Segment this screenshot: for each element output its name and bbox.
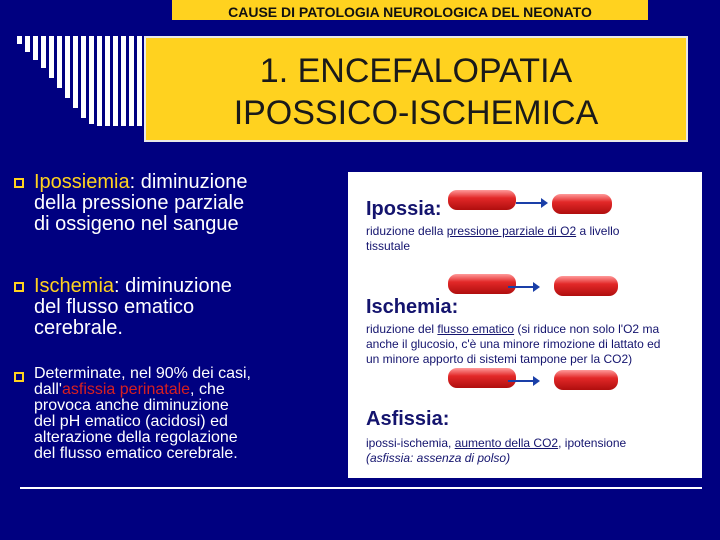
header-bar <box>172 0 648 20</box>
bullet-text: di ossigeno nel sangue <box>34 213 239 235</box>
vessel-icon <box>448 190 516 210</box>
vessel-narrow-icon <box>554 370 618 390</box>
slide-title-box <box>144 36 688 142</box>
bullet-text: : diminuzione <box>114 275 232 297</box>
bullet-text: del flusso ematico <box>34 296 195 318</box>
vessel-icon <box>448 368 516 388</box>
divider-line <box>20 487 702 489</box>
vessel-icon <box>448 274 516 294</box>
ischemia-title: Ischemia: <box>366 296 459 318</box>
vessel-narrow-icon <box>552 194 612 214</box>
bullet-text: cerebrale. <box>34 317 123 339</box>
bullet-text: Determinate, nel 90% dei casi, <box>34 365 251 382</box>
ipossia-description: riduzione della pressione parziale di O2 a livello tissutale <box>366 224 620 253</box>
bullet-determinate <box>14 366 344 462</box>
header-title: CAUSE DI PATOLOGIA NEUROLOGICA DEL NEONATO <box>228 4 592 20</box>
bullet-ischemia <box>14 276 344 339</box>
asfissia-description: ipossi-ischemia, aumento della CO2, ipotensione (asfissia: assenza di polso) <box>366 436 627 465</box>
ipossia-title: Ipossia: <box>366 198 442 220</box>
definitions-panel <box>348 172 702 478</box>
bullet-text: della pressione parziale <box>34 192 245 214</box>
bullet-square-icon <box>14 372 24 382</box>
asfissia-title: Asfissia: <box>366 408 450 430</box>
bullet-text: , che <box>190 381 225 398</box>
bullet-term: Ischemia <box>34 275 115 297</box>
bullet-text: provoca anche diminuzione <box>34 397 229 414</box>
bullet-text: del pH ematico (acidosi) ed <box>34 413 228 430</box>
bullet-term: Ipossiemia <box>34 171 130 193</box>
bullet-text: : diminuzione <box>129 171 248 193</box>
highlight-text: asfissia perinatale <box>61 381 191 398</box>
slide-title-line1: 1. ENCEFALOPATIA <box>259 52 573 90</box>
bullet-square-icon <box>14 282 24 292</box>
bullet-text: alterazione della regolazione <box>34 429 238 446</box>
decorative-stripes <box>17 36 147 126</box>
bullet-text: del flusso ematico cerebrale. <box>34 445 238 462</box>
arrow-icon <box>508 380 538 382</box>
bullet-ipossiemia <box>14 172 344 235</box>
arrow-icon <box>516 202 546 204</box>
bullet-square-icon <box>14 178 24 188</box>
vessel-narrow-icon <box>554 276 618 296</box>
arrow-icon <box>508 286 538 288</box>
bullet-text: dall' <box>34 381 62 398</box>
ischemia-description: riduzione del flusso ematico (si riduce non solo l'O2 ma anche il glucosio, c'è una minore rimozione di lattato ed un minore apporto di sistemi tampone per la CO2) <box>366 322 661 366</box>
slide-title-line2: IPOSSICO-ISCHEMICA <box>233 94 599 132</box>
